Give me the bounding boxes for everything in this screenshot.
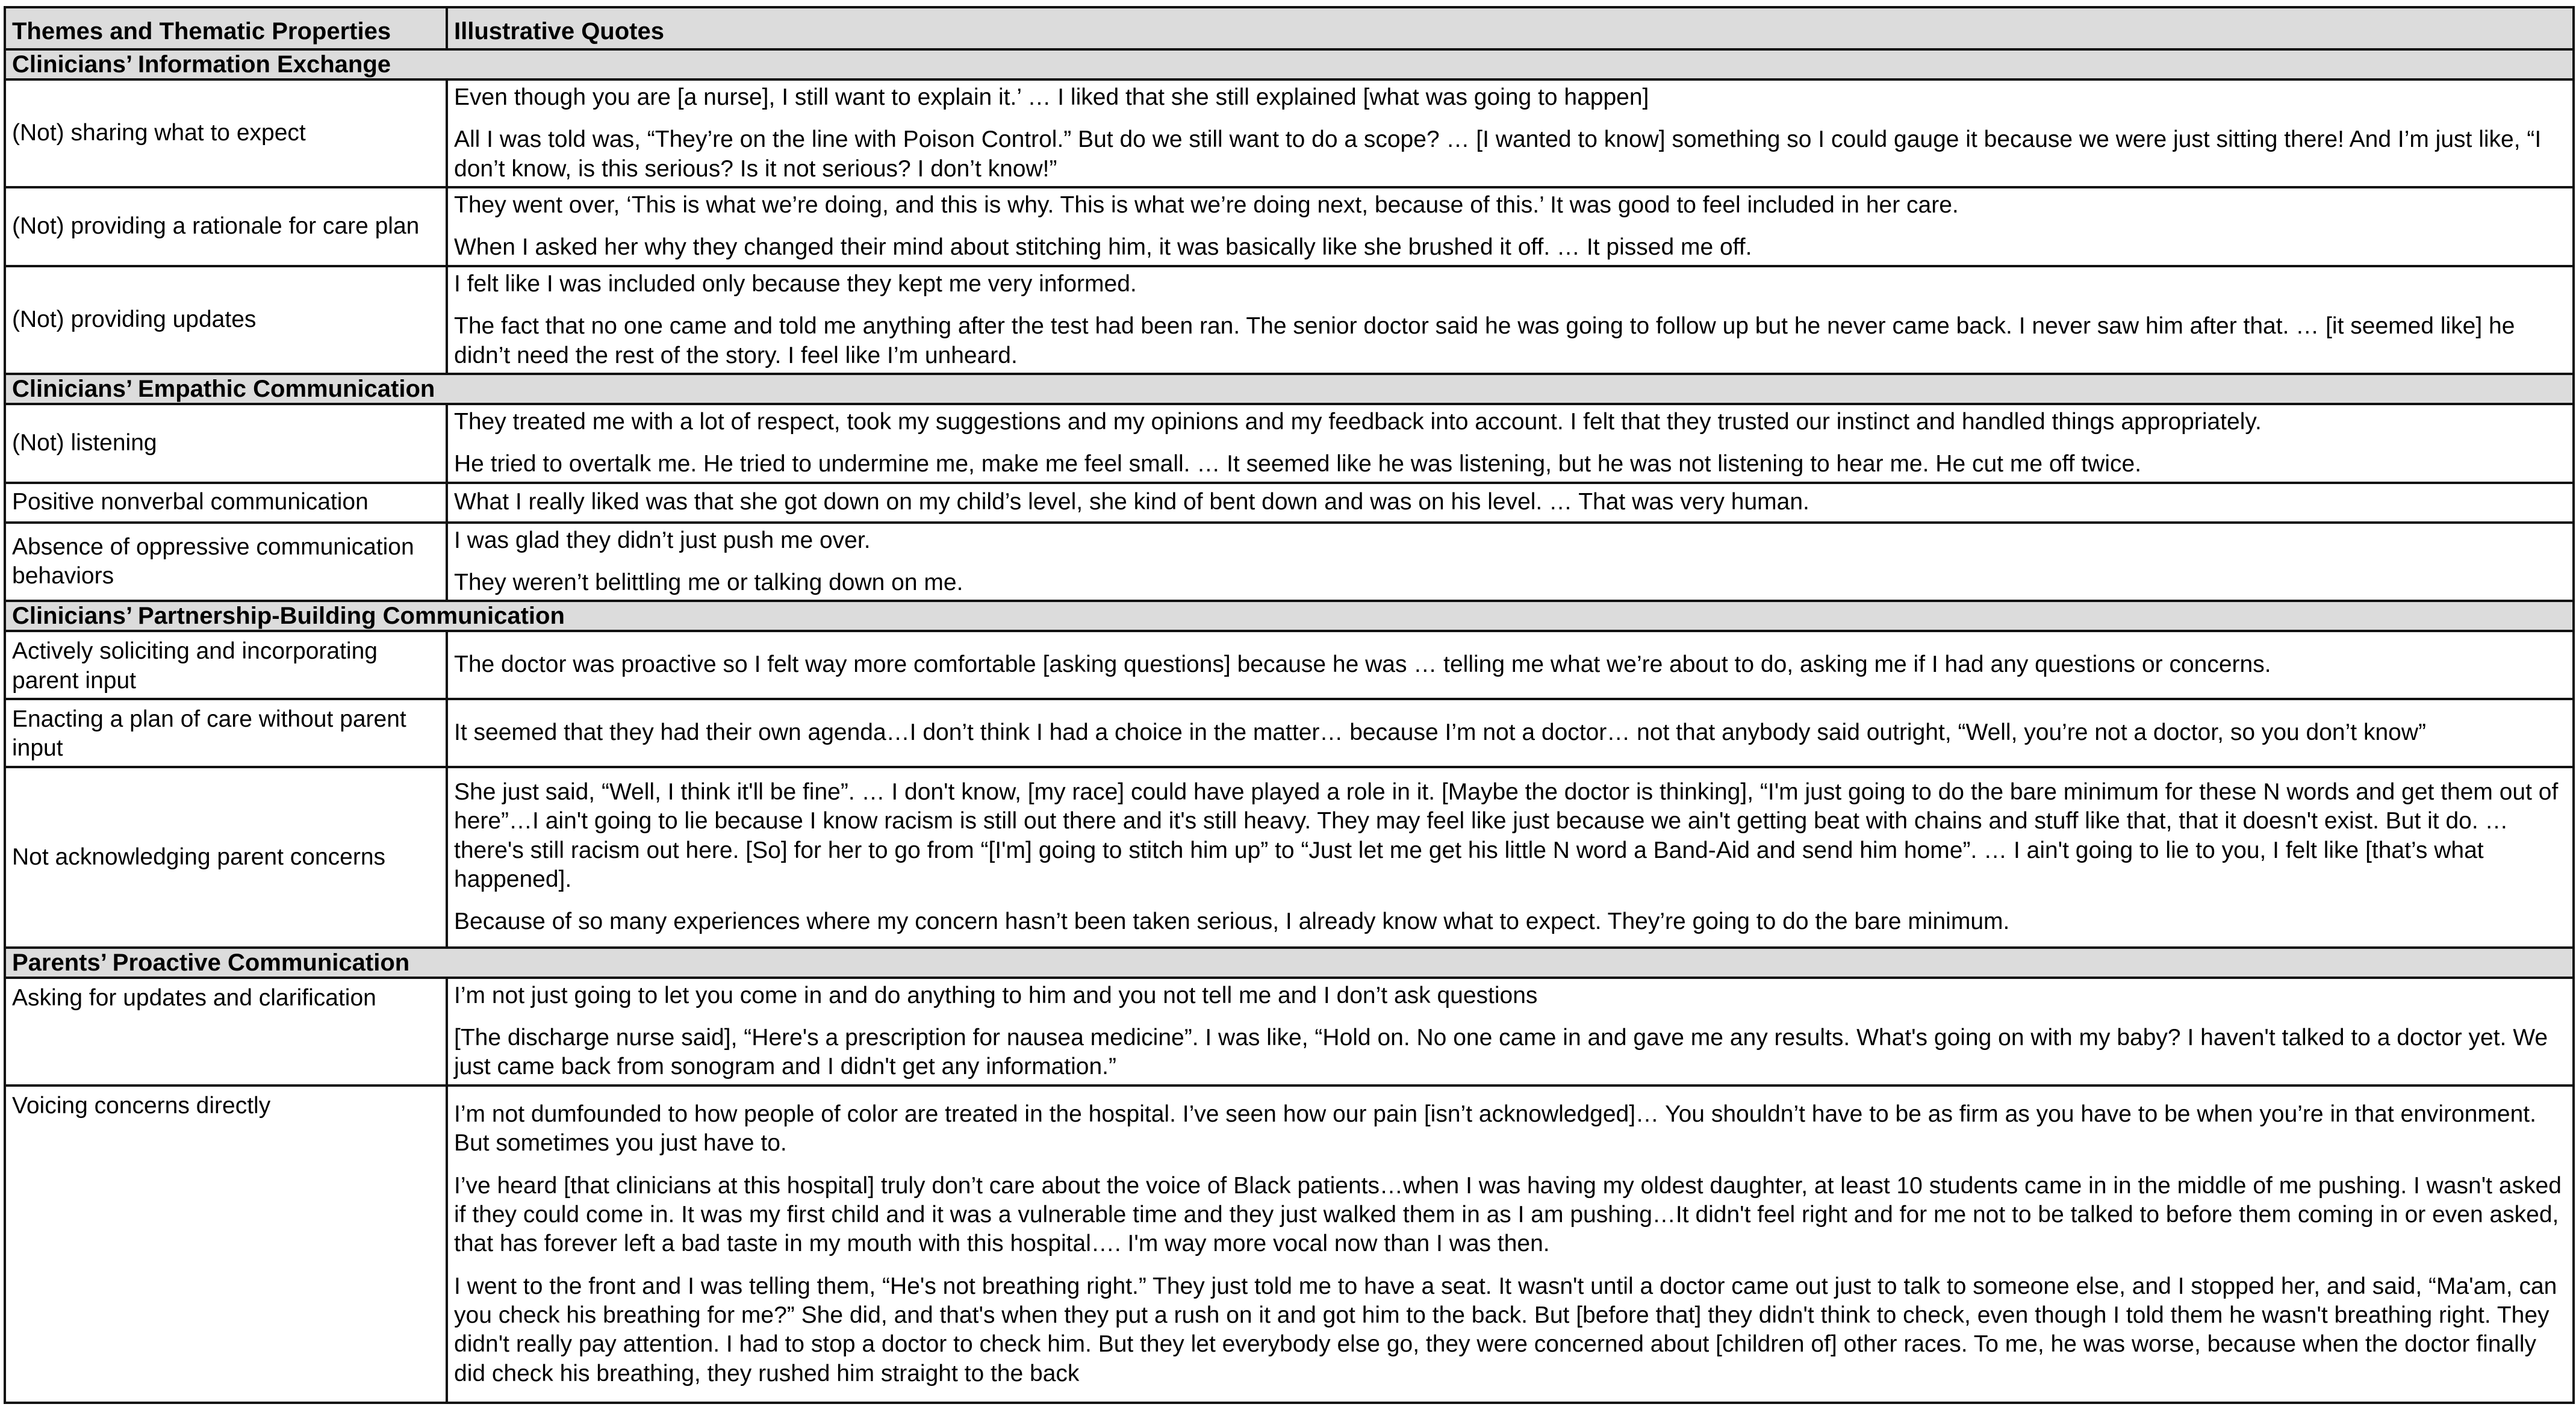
quotes-cell [447,483,2574,523]
table-row [5,79,2574,187]
property-cell: Enacting a plan of care without parent input [5,699,447,767]
property-cell: (Not) providing a rationale for care plan [5,187,447,266]
section-header-row [5,374,2574,404]
property-cell: Actively soliciting and incorporating parent input [5,631,447,699]
property-cell: Positive nonverbal communication [5,483,447,523]
quote: I’m not dumfounded to how people of color are treated in the hospital. I’ve seen how our pain [isn’t acknowledged]… You shouldn’t have to be as firm as you have to be when you’re in that environment. But sometimes you just have to. [454,1101,2536,1157]
header-quotes: Illustrative Quotes [447,7,2574,49]
property-cell: Voicing concerns directly [5,1086,447,1403]
property-cell: (Not) sharing what to expect [5,79,447,187]
section-header-row [5,601,2574,631]
quote: Because of so many experiences where my concern hasn’t been taken serious, I already know what to expect. They’re going to do the bare minimum. [454,908,2010,935]
property-cell: (Not) listening [5,404,447,483]
table-row [5,1086,2574,1403]
quotes-cell [447,631,2574,699]
quote: All I was told was, “They’re on the line with Poison Control.” But do we still want to do a scope? … [I wanted to know] something so I could gauge it because we were just sitting there! And I’m just like, “I don’t know, is this serious? Is it not serious? I don’t know!” [454,126,2542,182]
table-row [5,978,2574,1086]
quote: I felt like I was included only because they kept me very informed. [454,270,1137,297]
quotes-cell [447,978,2574,1086]
quote: [The discharge nurse said], “Here's a prescription for nausea medicine”. I was like, “Hold on. No one came in and gave me any results. What's going on with my baby? I haven't talked to a doctor yet. We just came back from sonogram and I didn't get any information.” [454,1025,2548,1080]
table-row [5,404,2574,483]
section-title: Clinicians’ Partnership-Building Communication [5,601,2574,631]
table-header-row [5,7,2574,49]
table-row [5,266,2574,374]
quotes-cell [447,523,2574,601]
property-cell: Asking for updates and clarification [5,978,447,1086]
quotes-cell [447,404,2574,483]
quote: I’m not just going to let you come in and do anything to him and you not tell me and I don’t ask questions [454,982,1538,1008]
property-cell: Not acknowledging parent concerns [5,767,447,948]
section-header-row [5,49,2574,79]
quotes-cell [447,79,2574,187]
section-title: Clinicians’ Information Exchange [5,49,2574,79]
property-cell: (Not) providing updates [5,266,447,374]
table-row [5,483,2574,523]
quote: What I really liked was that she got down on my child’s level, she kind of bent down and was on his level. … That was very human. [454,489,1809,515]
property-cell: Absence of oppressive communication behaviors [5,523,447,601]
quote: I went to the front and I was telling them, “He's not breathing right.” They just told me to have a seat. It wasn't until a doctor came out just to talk to someone else, and I stopped her, and said, “Ma'am, can you check his breathing for me?” She did, and that's when they put a rush on it and got him to the back. But [before that] they didn't think to check, even though I told them he wasn't breathing right. They didn't really pay attention. I had to stop a doctor to check him. But they let everybody else go, they were concerned about [children of] other races. To me, he was worse, because when the doctor finally did check his breathing, they rushed him straight to the back [454,1273,2557,1387]
quotes-cell [447,699,2574,767]
quote: When I asked her why they changed their mind about stitching him, it was basically like she brushed it off. … It pissed me off. [454,234,1752,261]
table-row [5,767,2574,948]
quotes-cell [447,187,2574,266]
quote: The doctor was proactive so I felt way more comfortable [asking questions] because he was … telling me what we’re about to do, asking me if I had any questions or concerns. [454,651,2271,678]
table-row [5,187,2574,266]
quote: The fact that no one came and told me anything after the test had been ran. The senior doctor said he was going to follow up but he never came back. I never saw him after that. … [it seemed like] he didn’t need the rest of the story. I feel like I’m unheard. [454,313,2515,368]
quote: They treated me with a lot of respect, took my suggestions and my opinions and my feedback into account. I felt that they trusted our instinct and handled things appropriately. [454,408,2262,435]
header-themes: Themes and Thematic Properties [5,7,447,49]
section-title: Clinicians’ Empathic Communication [5,374,2574,404]
quote: I’ve heard [that clinicians at this hospital] truly don’t care about the voice of Black patients…when I was having my oldest daughter, at least 10 students came in in the middle of me pushing. I wasn't asked if they could come in. It was my first child and it was a vulnerable time and they just walked them in as I am pushing…It didn't feel right and for me not to be talked to before them coming in or even asked, that has forever left a bad taste in my mouth with this hospital…. I'm way more vocal now than I was then. [454,1172,2562,1257]
section-title: Parents’ Proactive Communication [5,948,2574,978]
themes-quotes-table [4,6,2575,1404]
quotes-cell [447,1086,2574,1403]
quote: They weren’t belittling me or talking down on me. [454,569,963,595]
quote: Even though you are [a nurse], I still want to explain it.’ … I liked that she still explained [what was going to happen] [454,84,1649,110]
quote: She just said, “Well, I think it'll be fine”. … I don't know, [my race] could have played a role in it. [Maybe the doctor is thinking], “I'm just going to do the bare minimum for these N words and get them out of here”…I ain't going to lie because I know racism is still out there and it's still heavy. They may feel like just because we ain't getting beat with chains and stuff like that, that it doesn't exist. But it do. …there's still racism out here. [So] for her to go from “[I'm] going to stitch him up” to “Just let me get his little N word a Band-Aid and send him home”. … I ain't going to lie to you, I felt like [that’s what happened]. [454,778,2559,892]
quote: I was glad they didn’t just push me over. [454,527,871,553]
table-row [5,631,2574,699]
quote: He tried to overtalk me. He tried to undermine me, make me feel small. … It seemed like he was listening, but he was not listening to hear me. He cut me off twice. [454,451,2142,477]
quotes-cell [447,767,2574,948]
quote: It seemed that they had their own agenda…I don’t think I had a choice in the matter… because I’m not a doctor… not that anybody said outright, “Well, you’re not a doctor, so you don’t know” [454,719,2426,746]
quote: They went over, ‘This is what we’re doing, and this is why. This is what we’re doing next, because of this.’ It was good to feel included in her care. [454,192,1959,219]
table-row [5,523,2574,601]
section-header-row [5,948,2574,978]
quotes-cell [447,266,2574,374]
table-row [5,699,2574,767]
